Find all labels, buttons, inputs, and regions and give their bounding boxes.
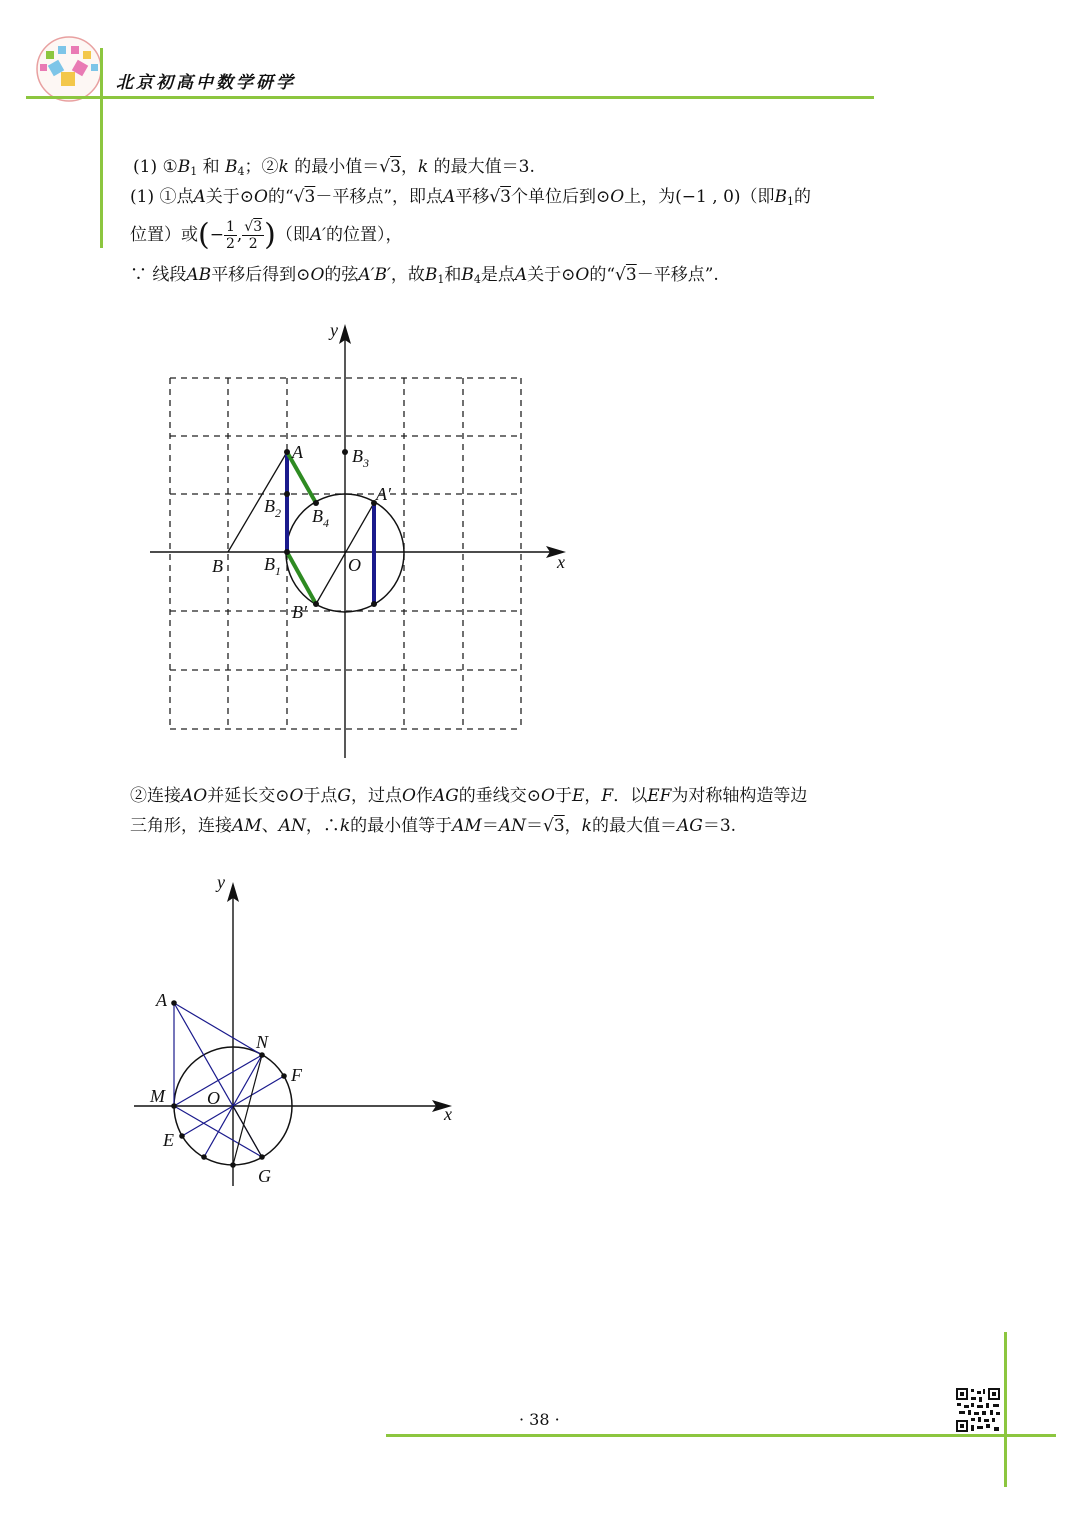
point-a [284,449,290,455]
explain-line-4: ∵ 线段AB平移后得到⊙O的弦A′B′，故$B_1$和$B_4$是点A关于⊙O的“√3－平移点”. [130,265,719,286]
point-bottom-2 [230,1162,236,1168]
label-y-2: y [217,872,225,892]
label-b2: $B_2$ [264,496,281,520]
label-b1: $B_1$ [264,554,281,578]
answer-line: (1) $①B_1$ 和 $B_4$；②k 的最小值＝√3，k 的最大值＝3. [133,157,535,178]
label-o-2: O [207,1088,220,1108]
explain-line-2: (1) ①点A关于⊙O的“√3－平移点”，即点A平移√3个单位后到⊙O上，为(−1 , 0)（即$B_1$的 [130,187,812,208]
footer-rule [386,1434,1056,1437]
point-m [171,1103,177,1109]
part2-line-1: ②连接AO并延长交⊙O于点G，过点O作AG的垂线交⊙O于E，F．以EF为对称轴构造等边 [130,786,808,806]
label-n: N [256,1032,269,1052]
label-b3: $B_3$ [352,446,369,470]
header-title: 北京初高中数学研学 [116,73,296,93]
label-a: A [292,442,303,462]
fraction-sqrt3-half: $\frac{√3}{2}$ [244,219,263,252]
point-a-2 [171,1000,177,1006]
point-b-prime [313,601,319,607]
label-a-prime: A′ [376,484,391,504]
label-x: x [557,552,565,572]
label-m: M [150,1086,165,1106]
label-a-2: A [156,990,167,1010]
label-o: O [348,555,361,575]
qr-code [955,1387,1001,1433]
point-n [259,1052,265,1058]
point-e [179,1133,185,1139]
label-b4: $B_4$ [312,506,329,530]
point-bottom [371,601,377,607]
label-b-prime: B′ [292,602,307,622]
point-b3 [342,449,348,455]
axes [150,330,560,758]
page-number: · 38 · [519,1410,560,1429]
label-b: B [212,556,223,576]
fraction-half: $\frac{1}{2}$ [225,219,235,252]
footer-vertical-rule [1004,1332,1007,1487]
segment-ab [228,452,287,552]
point-b1 [284,549,290,555]
label-g: G [258,1166,271,1186]
point-b2 [284,491,290,497]
part2-line-2: 三角形，连接AM、AN，∴k的最小值等于AM＝AN＝√3，k的最大值＝AG＝3. [130,816,737,836]
point-e2 [201,1154,207,1160]
segment-an [174,1003,262,1055]
figure-2-diagram [0,860,600,1200]
label-y: y [330,320,338,340]
point-g [259,1154,265,1160]
point-f [281,1073,287,1079]
label-x-2: x [444,1104,452,1124]
explain-line-3: 位置）或(− $\frac{1}{2}$ , $\frac{√3}{2}$ )（即A′的位置）， [130,217,403,253]
label-e: E [163,1130,174,1150]
label-f: F [291,1065,302,1085]
